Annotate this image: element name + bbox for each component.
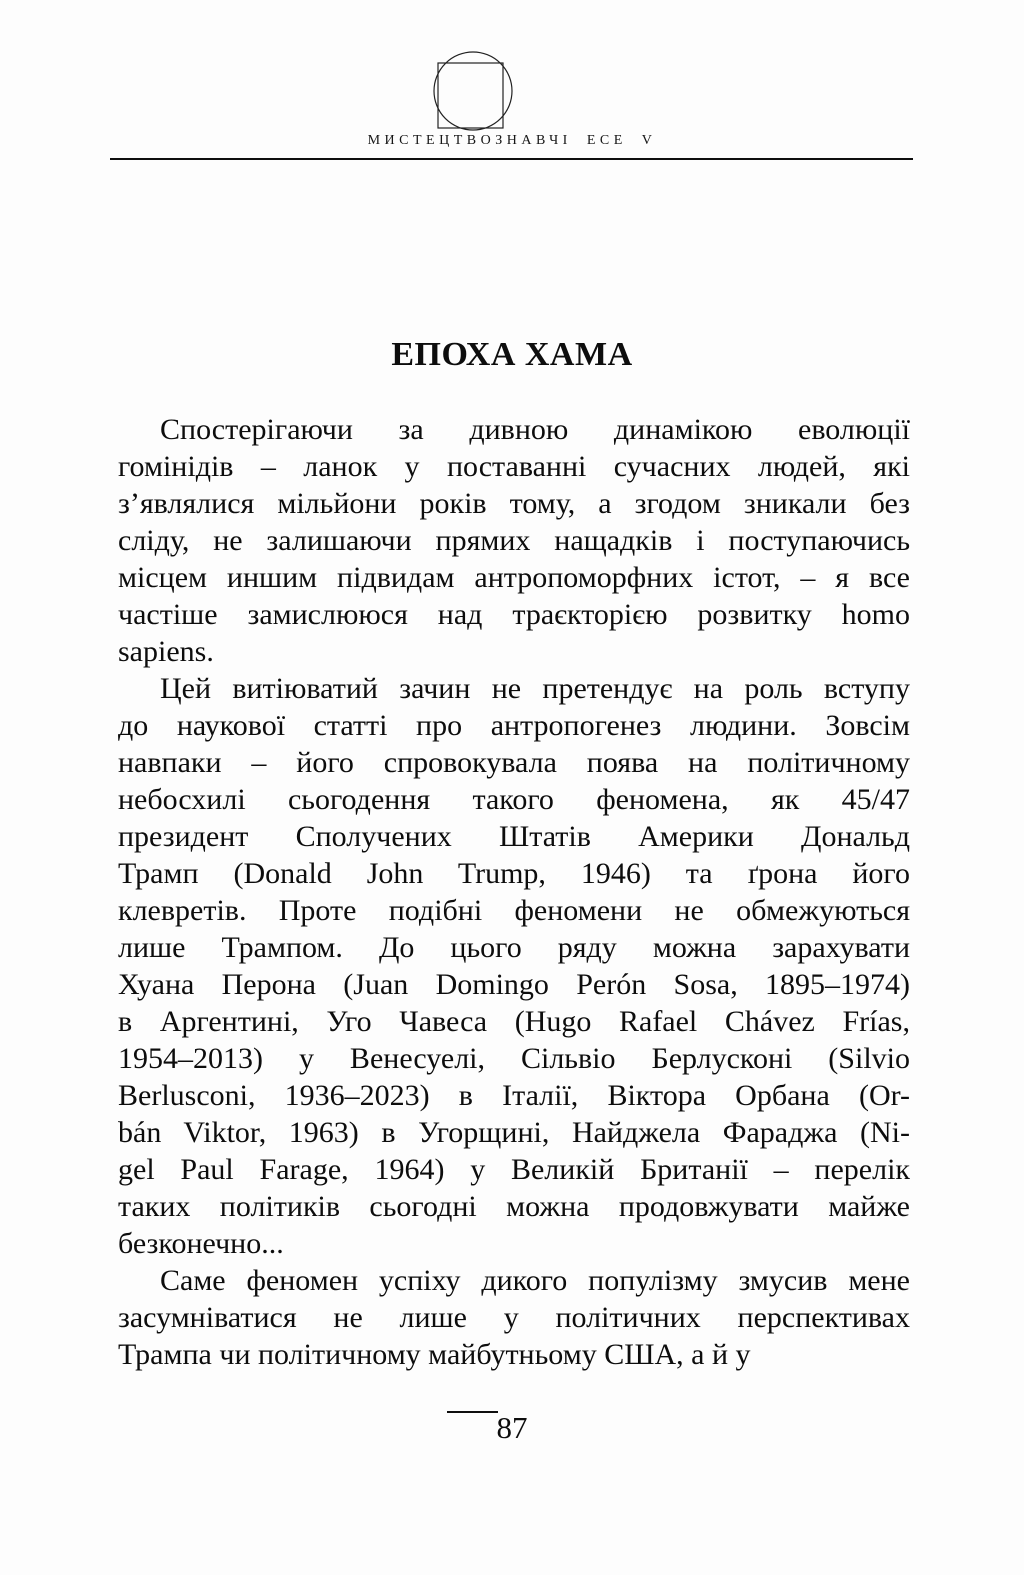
text-line: до наукової статті про антропогенез людини. Зовсім: [118, 709, 910, 742]
paragraph: [118, 1262, 910, 1373]
text-line: частіше замислююся над траєкторією розвитку homo: [118, 598, 910, 631]
header-divider: [110, 158, 913, 160]
text-line: місцем иншим підвидам антропоморфних істот, – я все: [118, 561, 910, 594]
text-line: небосхилі сьогодення такого феномена, як 45/47: [118, 783, 910, 816]
text-line: Спостерігаючи за дивною динамікою еволюції: [160, 413, 910, 446]
text-line: bán Viktor, 1963) в Угорщині, Найджела Фараджа (Ni-: [118, 1116, 910, 1149]
text-line: Трампа чи політичному майбутньому США, а й у: [118, 1338, 751, 1371]
text-line: навпаки – його спровокувала поява на політичному: [118, 746, 910, 779]
text-line: гомінідів – ланок у поставанні сучасних людей, які: [118, 450, 910, 483]
text-line: gel Paul Farage, 1964) у Великій Британії – перелік: [118, 1153, 910, 1186]
circle-square-logo-icon: [423, 45, 523, 145]
text-line: sapiens.: [118, 635, 214, 668]
running-head-series-title: МИСТЕЦТВОЗНАВЧІ ЕСЕ V: [367, 133, 657, 148]
text-line: в Аргентині, Уго Чавеса (Hugo Rafael Chávez Frías,: [118, 1005, 910, 1038]
text-line: Berlusconi, 1936–2023) в Італії, Віктора Орбана (Or-: [118, 1079, 910, 1112]
text-line: таких політиків сьогодні можна продовжувати майже: [118, 1190, 910, 1223]
text-line: засумніватися не лише у політичних перспективах: [118, 1301, 910, 1334]
text-line: Саме феномен успіху дикого популізму змусив мене: [160, 1264, 910, 1297]
article-body: [118, 411, 910, 1373]
page-number: 87: [496, 1410, 528, 1445]
text-line: Трамп (Donald John Trump, 1946) та ґрона його: [118, 857, 910, 890]
text-line: лише Трампом. До цього ряду можна зарахувати: [118, 931, 910, 964]
text-line: клевретів. Проте подібні феномени не обмежуються: [118, 894, 910, 927]
text-line: 1954–2013) у Венесуелі, Сільвіо Берлусконі (Silvio: [118, 1042, 910, 1075]
text-line: сліду, не залишаючи прямих нащадків і поступаючись: [118, 524, 910, 557]
text-line: Хуана Перона (Juan Domingo Perón Sosa, 1895–1974): [118, 968, 910, 1001]
text-line: безконечно...: [118, 1227, 284, 1260]
paragraph: [118, 411, 910, 670]
article-title: ЕПОХА ХАМА: [391, 336, 633, 373]
text-line: Цей витіюватий зачин не претендує на роль вступу: [160, 672, 910, 705]
text-line: з’являлися мільйони років тому, а згодом зникали без: [118, 487, 910, 520]
paragraph: [118, 670, 910, 1262]
text-line: президент Сполучених Штатів Америки Дональд: [118, 820, 910, 853]
